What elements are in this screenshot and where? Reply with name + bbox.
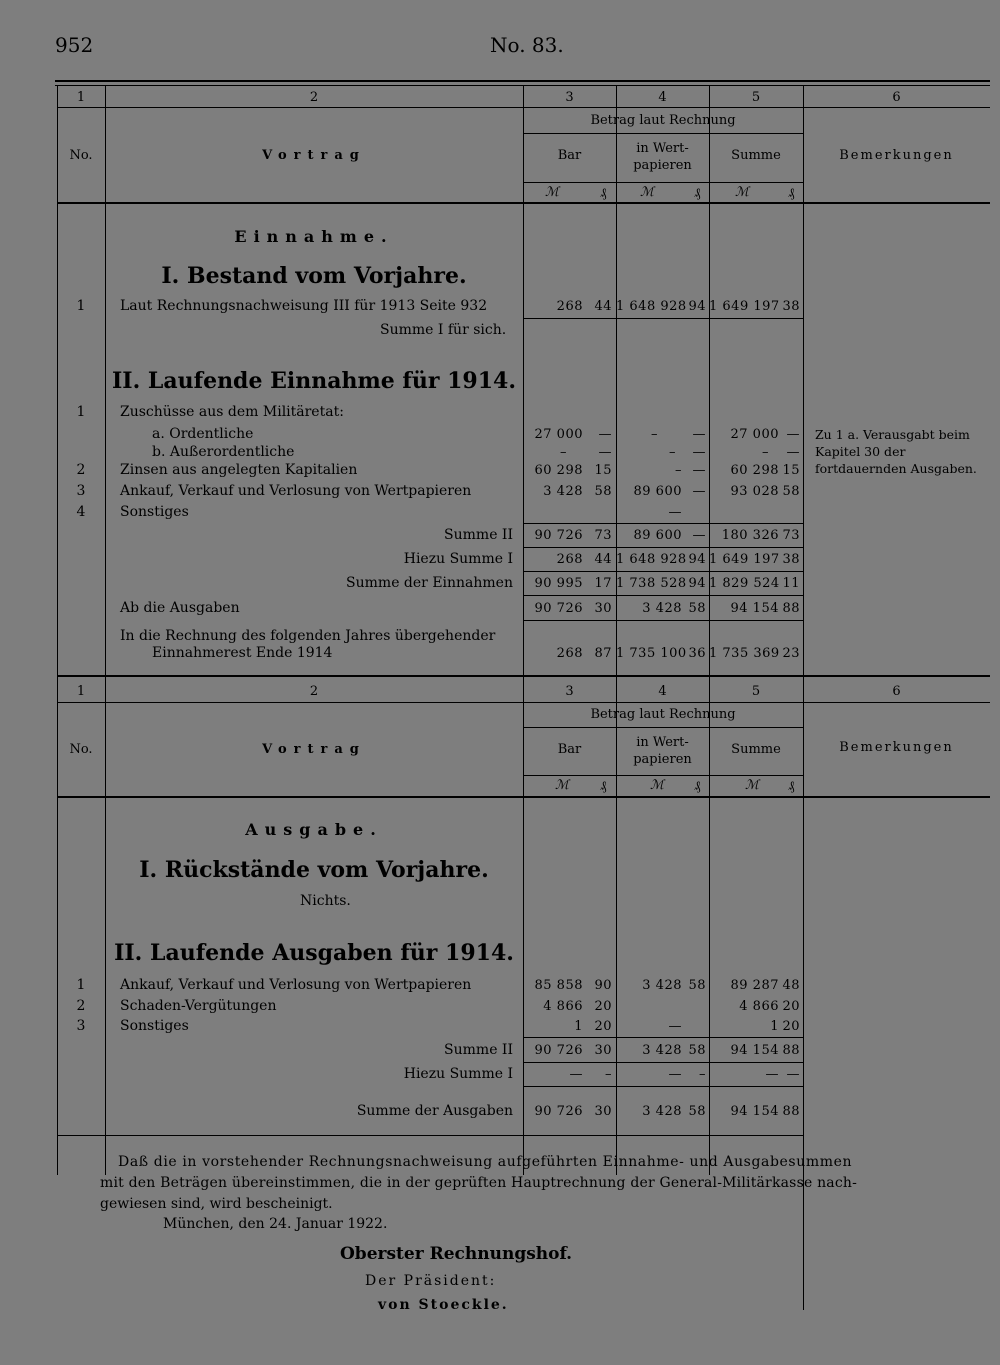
- row-text: Laut Rechnungsnachweisung III für 1913 Seite 932: [120, 298, 488, 314]
- row-text: a. Ordentliche: [152, 426, 254, 442]
- col-num-4: 4: [658, 684, 667, 699]
- document-number: No. 83.: [490, 33, 564, 57]
- bar-value: 90 726: [534, 1043, 583, 1058]
- pf-unit: ₰: [600, 779, 607, 794]
- summe-label: Summe: [731, 148, 781, 163]
- wp-value: —: [668, 1019, 682, 1034]
- bar-pf-value: 73: [594, 528, 612, 543]
- wp-value: 1 648 928: [616, 299, 687, 314]
- wertpapiere-label: in Wert-papieren: [633, 141, 692, 173]
- col-num-4: 4: [658, 90, 667, 105]
- row-no: 1: [76, 298, 86, 314]
- mark-unit: ℳ: [650, 778, 664, 793]
- col-num-3: 3: [565, 90, 574, 105]
- bar-value: 268: [556, 299, 583, 314]
- sum-pf-value: —: [786, 1067, 800, 1082]
- row-text: Sonstiges: [120, 1018, 189, 1034]
- wp-pf-value: —: [692, 445, 706, 460]
- sum-value: 1 735 369: [709, 646, 780, 661]
- unit-rule: [523, 775, 803, 776]
- row-text: Sonstiges: [120, 504, 189, 520]
- mark-unit: ℳ: [735, 185, 749, 200]
- wp-value: 1 738 528: [616, 576, 687, 591]
- total-label: Summe II: [444, 1042, 513, 1058]
- col-num-6: 6: [892, 684, 901, 699]
- col-num-1: 1: [76, 90, 86, 105]
- sum-rule: [523, 318, 803, 319]
- bar-value: 60 298: [534, 463, 583, 478]
- row-no: 1: [76, 404, 86, 420]
- ausgabe-sec1-title: I. Rückstände vom Vorjahre.: [139, 857, 489, 883]
- total-label: Hiezu Summe I: [403, 1066, 513, 1082]
- bar-value: 85 858: [534, 978, 583, 993]
- sum-value: 60 298: [730, 463, 779, 478]
- vortrag-label: Vortrag: [262, 742, 366, 757]
- row-text: Schaden-Vergütungen: [120, 998, 277, 1014]
- wp-pf-value: —: [692, 463, 706, 478]
- certification-line-2: mit den Beträgen übereinstimmen, die in der geprüften Hauptrechnung der General-Militärkasse nach-: [100, 1175, 858, 1191]
- betrag-rule: [523, 727, 803, 728]
- no-label: No.: [69, 148, 93, 163]
- row-text: Zuschüsse aus dem Militäretat:: [120, 404, 344, 420]
- col-num-2: 2: [309, 684, 319, 699]
- bar-pf-value: —: [598, 427, 612, 442]
- row-text: b. Außerordentliche: [152, 444, 295, 460]
- section-divider: [57, 675, 990, 677]
- bar-value: 90 726: [534, 528, 583, 543]
- row-no: 1: [76, 977, 86, 993]
- page-number: 952: [55, 33, 94, 57]
- wp-pf-value: 94: [688, 299, 706, 314]
- wp-pf-value: 58: [688, 1104, 706, 1119]
- mark-unit: ℳ: [555, 778, 569, 793]
- einnahme-title: Einnahme.: [234, 227, 394, 246]
- bar-pf-value: –: [605, 1067, 612, 1082]
- col-num-6: 6: [892, 90, 901, 105]
- certification-line-1: Daß die in vorstehender Rechnungsnachweisung aufgeführten Einnahme- und Ausgabesummen: [118, 1154, 853, 1170]
- bar-value: 4 866: [543, 999, 583, 1014]
- sum-value: 1 649 197: [709, 552, 780, 567]
- wp-value: –: [675, 463, 682, 478]
- bar-pf-value: 17: [594, 576, 612, 591]
- summe-label: Summe: [731, 742, 781, 757]
- total-label: Summe II: [444, 527, 513, 543]
- wp-value: —: [668, 1067, 682, 1082]
- sum-value: 1: [770, 1019, 779, 1034]
- bar-label: Bar: [557, 742, 582, 757]
- row-no: 3: [76, 483, 86, 499]
- bar-pf-value: 90: [594, 978, 612, 993]
- sum-value: 27 000: [730, 427, 779, 442]
- col-line-bar: [616, 85, 617, 1175]
- betrag-rule: [523, 133, 803, 134]
- sum-pf-value: 88: [782, 1043, 800, 1058]
- total-rule: [523, 1062, 803, 1063]
- header-bottom-rule: [57, 796, 990, 798]
- total-rule: [523, 1086, 803, 1087]
- pf-unit: ₰: [600, 186, 607, 201]
- unit-rule: [523, 182, 803, 183]
- bar-value: 27 000: [534, 427, 583, 442]
- sum-value: 89 287: [730, 978, 779, 993]
- wp-pf-value: 58: [688, 601, 706, 616]
- sum-value: —: [765, 1067, 779, 1082]
- col-num-1: 1: [76, 684, 86, 699]
- wp-value: 89 600: [633, 528, 682, 543]
- bar-value: –: [560, 445, 567, 460]
- sum-pf-value: 20: [782, 999, 800, 1014]
- bar-pf-value: 15: [594, 463, 612, 478]
- wp-pf-value: —: [692, 528, 706, 543]
- pf-unit: ₰: [694, 186, 701, 201]
- row-text: Ankauf, Verkauf und Verlosung von Wertpapieren: [120, 483, 472, 499]
- table-bottom-rule: [57, 1135, 803, 1136]
- mark-unit: ℳ: [640, 185, 654, 200]
- sum-pf-value: —: [786, 445, 800, 460]
- pf-unit: ₰: [694, 779, 701, 794]
- total-label: Hiezu Summe I: [403, 551, 513, 567]
- ausgabe-sec2-title: II. Laufende Ausgaben für 1914.: [114, 940, 514, 966]
- bar-pf-value: 44: [594, 552, 612, 567]
- totals-rule: [523, 523, 803, 524]
- sum-value: –: [762, 445, 769, 460]
- header-bottom-rule: [57, 202, 990, 204]
- bar-value: 90 995: [534, 576, 583, 591]
- certification-line-3: gewiesen sind, wird bescheinigt.: [100, 1196, 333, 1212]
- wertpapiere-label: in Wert-papieren: [633, 735, 692, 767]
- wp-pf-value: —: [692, 427, 706, 442]
- wp-value: —: [668, 505, 682, 520]
- bar-value: 268: [556, 552, 583, 567]
- header-rule: [57, 107, 990, 108]
- bar-value: 268: [556, 646, 583, 661]
- row-text: Zinsen aus angelegten Kapitalien: [120, 462, 358, 478]
- sum-pf-value: 48: [782, 978, 800, 993]
- signature: von Stoeckle.: [378, 1297, 509, 1313]
- top-rule: [55, 80, 990, 82]
- mark-unit: ℳ: [545, 185, 559, 200]
- rest-rule: [523, 620, 803, 621]
- col-num-3: 3: [565, 684, 574, 699]
- sum-pf-value: 11: [782, 576, 800, 591]
- wp-pf-value: 58: [688, 1043, 706, 1058]
- sum-value: 94 154: [730, 1104, 779, 1119]
- total-rule: [523, 571, 803, 572]
- sum-pf-value: —: [786, 427, 800, 442]
- rest-label-line1: In die Rechnung des folgenden Jahres übergehender: [120, 628, 496, 644]
- pf-unit: ₰: [788, 779, 795, 794]
- wp-value: 3 428: [642, 1104, 682, 1119]
- sum-value: 1 649 197: [709, 299, 780, 314]
- sum-pf-value: 58: [782, 484, 800, 499]
- sum-value: 1 829 524: [709, 576, 780, 591]
- betrag-label: Betrag laut Rechnung: [590, 113, 736, 128]
- sum-pf-value: 23: [782, 646, 800, 661]
- bar-pf-value: 20: [594, 1019, 612, 1034]
- sum-pf-value: 73: [782, 528, 800, 543]
- vortrag-label: Vortrag: [262, 148, 366, 163]
- bar-pf-value: 30: [594, 1043, 612, 1058]
- bar-pf-value: —: [598, 445, 612, 460]
- totals-rule: [523, 1037, 803, 1038]
- bar-pf-value: 58: [594, 484, 612, 499]
- no-label: No.: [69, 742, 93, 757]
- col-line-no: [105, 85, 106, 1175]
- sum-pf-value: 88: [782, 1104, 800, 1119]
- bar-pf-value: 44: [594, 299, 612, 314]
- row-no: 2: [76, 462, 86, 478]
- rest-label-line2: Einnahmerest Ende 1914: [152, 645, 333, 661]
- role: Der Präsident:: [365, 1273, 497, 1289]
- bar-value: —: [569, 1067, 583, 1082]
- wp-value: 3 428: [642, 1043, 682, 1058]
- sum-value: 93 028: [730, 484, 779, 499]
- wp-value: 3 428: [642, 978, 682, 993]
- row-no: 2: [76, 998, 86, 1014]
- wp-value: 1 648 928: [616, 552, 687, 567]
- ab-ausgaben-label: Ab die Ausgaben: [120, 600, 240, 616]
- sum-value: 94 154: [730, 601, 779, 616]
- row-text: Ankauf, Verkauf und Verlosung von Wertpapieren: [120, 977, 472, 993]
- sum-pf-value: 38: [782, 299, 800, 314]
- bar-pf-value: 20: [594, 999, 612, 1014]
- header-rule: [57, 702, 990, 703]
- sec1-sum-label: Summe I für sich.: [380, 322, 507, 338]
- place-date: München, den 24. Januar 1922.: [163, 1216, 388, 1232]
- wp-value: 89 600: [633, 484, 682, 499]
- pf-unit: ₰: [788, 186, 795, 201]
- row-no: 4: [76, 504, 86, 520]
- bemerkungen-label: Bemerkungen: [839, 740, 954, 755]
- total-rule: [523, 595, 803, 596]
- sum-pf-value: 20: [782, 1019, 800, 1034]
- wp-pf-value: 94: [688, 576, 706, 591]
- total-rule: [523, 547, 803, 548]
- wp-pf-value: —: [692, 484, 706, 499]
- bar-value: 90 726: [534, 601, 583, 616]
- wp-pf-value: 36: [688, 646, 706, 661]
- row-no: 3: [76, 1018, 86, 1034]
- bar-value: 3 428: [543, 484, 583, 499]
- wp-pf-value: 58: [688, 978, 706, 993]
- authority: Oberster Rechnungshof.: [340, 1244, 573, 1264]
- wp-value: 1 735 100: [616, 646, 687, 661]
- sum-value: 180 326: [721, 528, 779, 543]
- bar-pf-value: 30: [594, 1104, 612, 1119]
- col-num-5: 5: [751, 684, 761, 699]
- ausgabe-title: Ausgabe.: [245, 820, 383, 839]
- bemerkungen-label: Bemerkungen: [839, 148, 954, 163]
- bar-label: Bar: [557, 148, 582, 163]
- sum-value: 94 154: [730, 1043, 779, 1058]
- wp-value: –: [669, 445, 676, 460]
- einnahme-sec2-title: II. Laufende Einnahme für 1914.: [111, 368, 516, 394]
- sum-pf-value: 15: [782, 463, 800, 478]
- einnahme-sec1-title: I. Bestand vom Vorjahre.: [161, 263, 467, 289]
- sum-value: 4 866: [739, 999, 779, 1014]
- remark-zu-1a: Zu 1 a. Verausgabt beim Kapitel 30 der fortdauernden Ausgaben.: [815, 427, 977, 476]
- wp-pf-value: 94: [688, 552, 706, 567]
- wp-pf-value: –: [699, 1067, 706, 1082]
- ausgabe-sec1-note: Nichts.: [300, 893, 351, 909]
- sum-pf-value: 38: [782, 552, 800, 567]
- wp-value: 3 428: [642, 601, 682, 616]
- sum-pf-value: 88: [782, 601, 800, 616]
- bar-pf-value: 87: [594, 646, 612, 661]
- bar-value: 1: [574, 1019, 583, 1034]
- bar-value: 90 726: [534, 1104, 583, 1119]
- col-num-2: 2: [309, 90, 319, 105]
- total-label: Summe der Ausgaben: [356, 1103, 513, 1119]
- betrag-label: Betrag laut Rechnung: [590, 707, 736, 722]
- mark-unit: ℳ: [745, 778, 759, 793]
- wp-value: –: [651, 427, 658, 442]
- bar-pf-value: 30: [594, 601, 612, 616]
- col-num-5: 5: [751, 90, 761, 105]
- total-label: Summe der Einnahmen: [346, 575, 513, 591]
